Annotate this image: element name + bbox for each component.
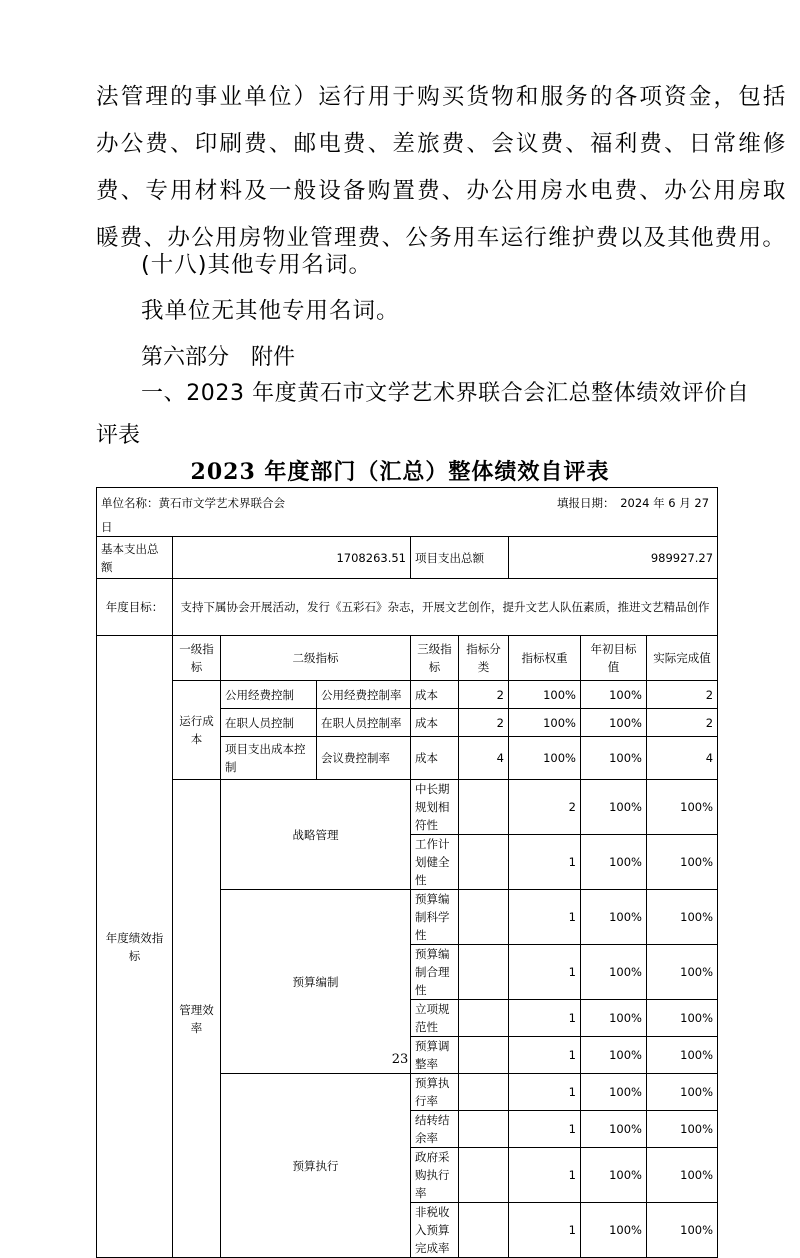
row3-actual: 100%	[581, 737, 647, 780]
basic-expense-value: 1708263.51	[173, 537, 411, 579]
body-line-3: 费、专用材料及一般设备购置费、办公用房水电费、办公用房取	[96, 178, 788, 204]
row1-l3: 公用经费控制率	[317, 681, 411, 709]
row1-cat: 成本	[411, 681, 459, 709]
row12-cat	[459, 1148, 509, 1203]
row10-actual: 100%	[647, 1074, 718, 1111]
attachment-heading-cont: 评表	[96, 423, 141, 448]
row12-weight: 1	[509, 1148, 581, 1203]
group-budget-exec: 预算执行	[221, 1074, 411, 1258]
header-l3: 三级指标	[411, 636, 459, 681]
row4-target: 100%	[581, 780, 647, 835]
unit-name: 单位名称：黄石市文学艺术界联合会	[101, 496, 285, 510]
row12-l3: 政府采购执行率	[411, 1148, 459, 1203]
row10-cat	[459, 1074, 509, 1111]
row10-target: 100%	[581, 1074, 647, 1111]
row6-cat	[459, 890, 509, 945]
row5-weight: 1	[509, 835, 581, 890]
row4-cat	[459, 780, 509, 835]
row7-target: 100%	[581, 945, 647, 1000]
row8-weight: 1	[509, 1000, 581, 1037]
row8-l3: 立项规范性	[411, 1000, 459, 1037]
row2-cat: 成本	[411, 709, 459, 737]
row2-weight: 2	[459, 709, 509, 737]
row4-weight: 2	[509, 780, 581, 835]
row3-l3: 会议费控制率	[317, 737, 411, 780]
row7-l3: 预算编制合理性	[411, 945, 459, 1000]
body-line-2: 办公费、印刷费、邮电费、差旅费、会议费、福利费、日常维修	[96, 131, 788, 157]
row9-l3: 预算调整率	[411, 1037, 459, 1074]
row1-weight: 2	[459, 681, 509, 709]
project-expense-label: 项目支出总额	[411, 537, 509, 579]
header-category: 指标分类	[459, 636, 509, 681]
row13-actual: 100%	[647, 1203, 718, 1258]
body-line-6: 我单位无其他专用名词。	[141, 298, 400, 324]
row13-cat	[459, 1203, 509, 1258]
row10-weight: 1	[509, 1074, 581, 1111]
row6-weight: 1	[509, 890, 581, 945]
subsection-18: (十八)其他专用名词。	[141, 252, 373, 278]
row5-target: 100%	[581, 835, 647, 890]
row8-actual: 100%	[647, 1000, 718, 1037]
row2-score: 2	[647, 709, 718, 737]
row2-actual: 100%	[581, 709, 647, 737]
row9-target: 100%	[581, 1037, 647, 1074]
row4-l3: 中长期规划相符性	[411, 780, 459, 835]
row11-cat	[459, 1111, 509, 1148]
group-run-cost: 运行成本	[173, 681, 221, 780]
group-mgmt-eff: 管理效率	[173, 780, 221, 1258]
body-line-4: 暖费、办公用房物业管理费、公务用车运行维护费以及其他费用。	[96, 225, 787, 251]
row11-l3: 结转结余率	[411, 1111, 459, 1148]
row7-actual: 100%	[647, 945, 718, 1000]
basic-expense-label: 基本支出总额	[97, 537, 173, 579]
row3-weight: 4	[459, 737, 509, 780]
page-number: 23	[391, 1052, 409, 1067]
row6-target: 100%	[581, 890, 647, 945]
project-expense-value: 989927.27	[509, 537, 718, 579]
row11-actual: 100%	[647, 1111, 718, 1148]
row6-actual: 100%	[647, 890, 718, 945]
row3-target: 100%	[509, 737, 581, 780]
row6-l3: 预算编制科学性	[411, 890, 459, 945]
row3-cat: 成本	[411, 737, 459, 780]
row13-l3: 非税收入预算完成率	[411, 1203, 459, 1258]
row1-score: 2	[647, 681, 718, 709]
row11-weight: 1	[509, 1111, 581, 1148]
row7-weight: 1	[509, 945, 581, 1000]
row1-target: 100%	[509, 681, 581, 709]
row5-l3: 工作计划健全性	[411, 835, 459, 890]
row12-actual: 100%	[647, 1148, 718, 1203]
row1-l2: 公用经费控制	[221, 681, 317, 709]
unit-row	[97, 488, 718, 537]
indicator-label: 年度绩效指标	[97, 636, 173, 1258]
row2-l2: 在职人员控制	[221, 709, 317, 737]
annual-goal-text: 支持下属协会开展活动，发行《五彩石》杂志，开展文艺创作，提升文艺人队伍素质，推进文艺精品创作	[173, 579, 718, 636]
table-title: 2023 年度部门（汇总）整体绩效自评表	[190, 459, 610, 485]
row8-target: 100%	[581, 1000, 647, 1037]
header-actual: 实际完成值	[647, 636, 718, 681]
header-target: 年初目标值	[581, 636, 647, 681]
row7-cat	[459, 945, 509, 1000]
annual-goal-label: 年度目标：	[97, 579, 173, 636]
row5-cat	[459, 835, 509, 890]
row3-l2: 项目支出成本控制	[221, 737, 317, 780]
row11-target: 100%	[581, 1111, 647, 1148]
row3-score: 4	[647, 737, 718, 780]
row2-l3: 在职人员控制率	[317, 709, 411, 737]
section-heading: 第六部分 附件	[141, 345, 296, 370]
header-weight: 指标权重	[509, 636, 581, 681]
row4-actual: 100%	[647, 780, 718, 835]
row13-target: 100%	[581, 1203, 647, 1258]
row12-target: 100%	[581, 1148, 647, 1203]
performance-table	[96, 487, 718, 1258]
row8-cat	[459, 1000, 509, 1037]
row13-weight: 1	[509, 1203, 581, 1258]
header-l2: 二级指标	[221, 636, 411, 681]
row9-weight: 1	[509, 1037, 581, 1074]
fill-date-wrap: 日	[101, 520, 113, 534]
row1-actual: 100%	[581, 681, 647, 709]
row5-actual: 100%	[647, 835, 718, 890]
attachment-heading: 一、2023 年度黄石市文学艺术界联合会汇总整体绩效评价自	[141, 381, 750, 406]
row10-l3: 预算执行率	[411, 1074, 459, 1111]
group-budget-prep: 预算编制	[221, 890, 411, 1074]
fill-date: 填报日期： 2024 年 6 月 27	[556, 496, 710, 510]
row9-actual: 100%	[647, 1037, 718, 1074]
row2-target: 100%	[509, 709, 581, 737]
group-strategy: 战略管理	[221, 780, 411, 890]
body-line-1: 法管理的事业单位）运行用于购买货物和服务的各项资金，包括	[96, 84, 788, 110]
header-l1: 一级指标	[173, 636, 221, 681]
